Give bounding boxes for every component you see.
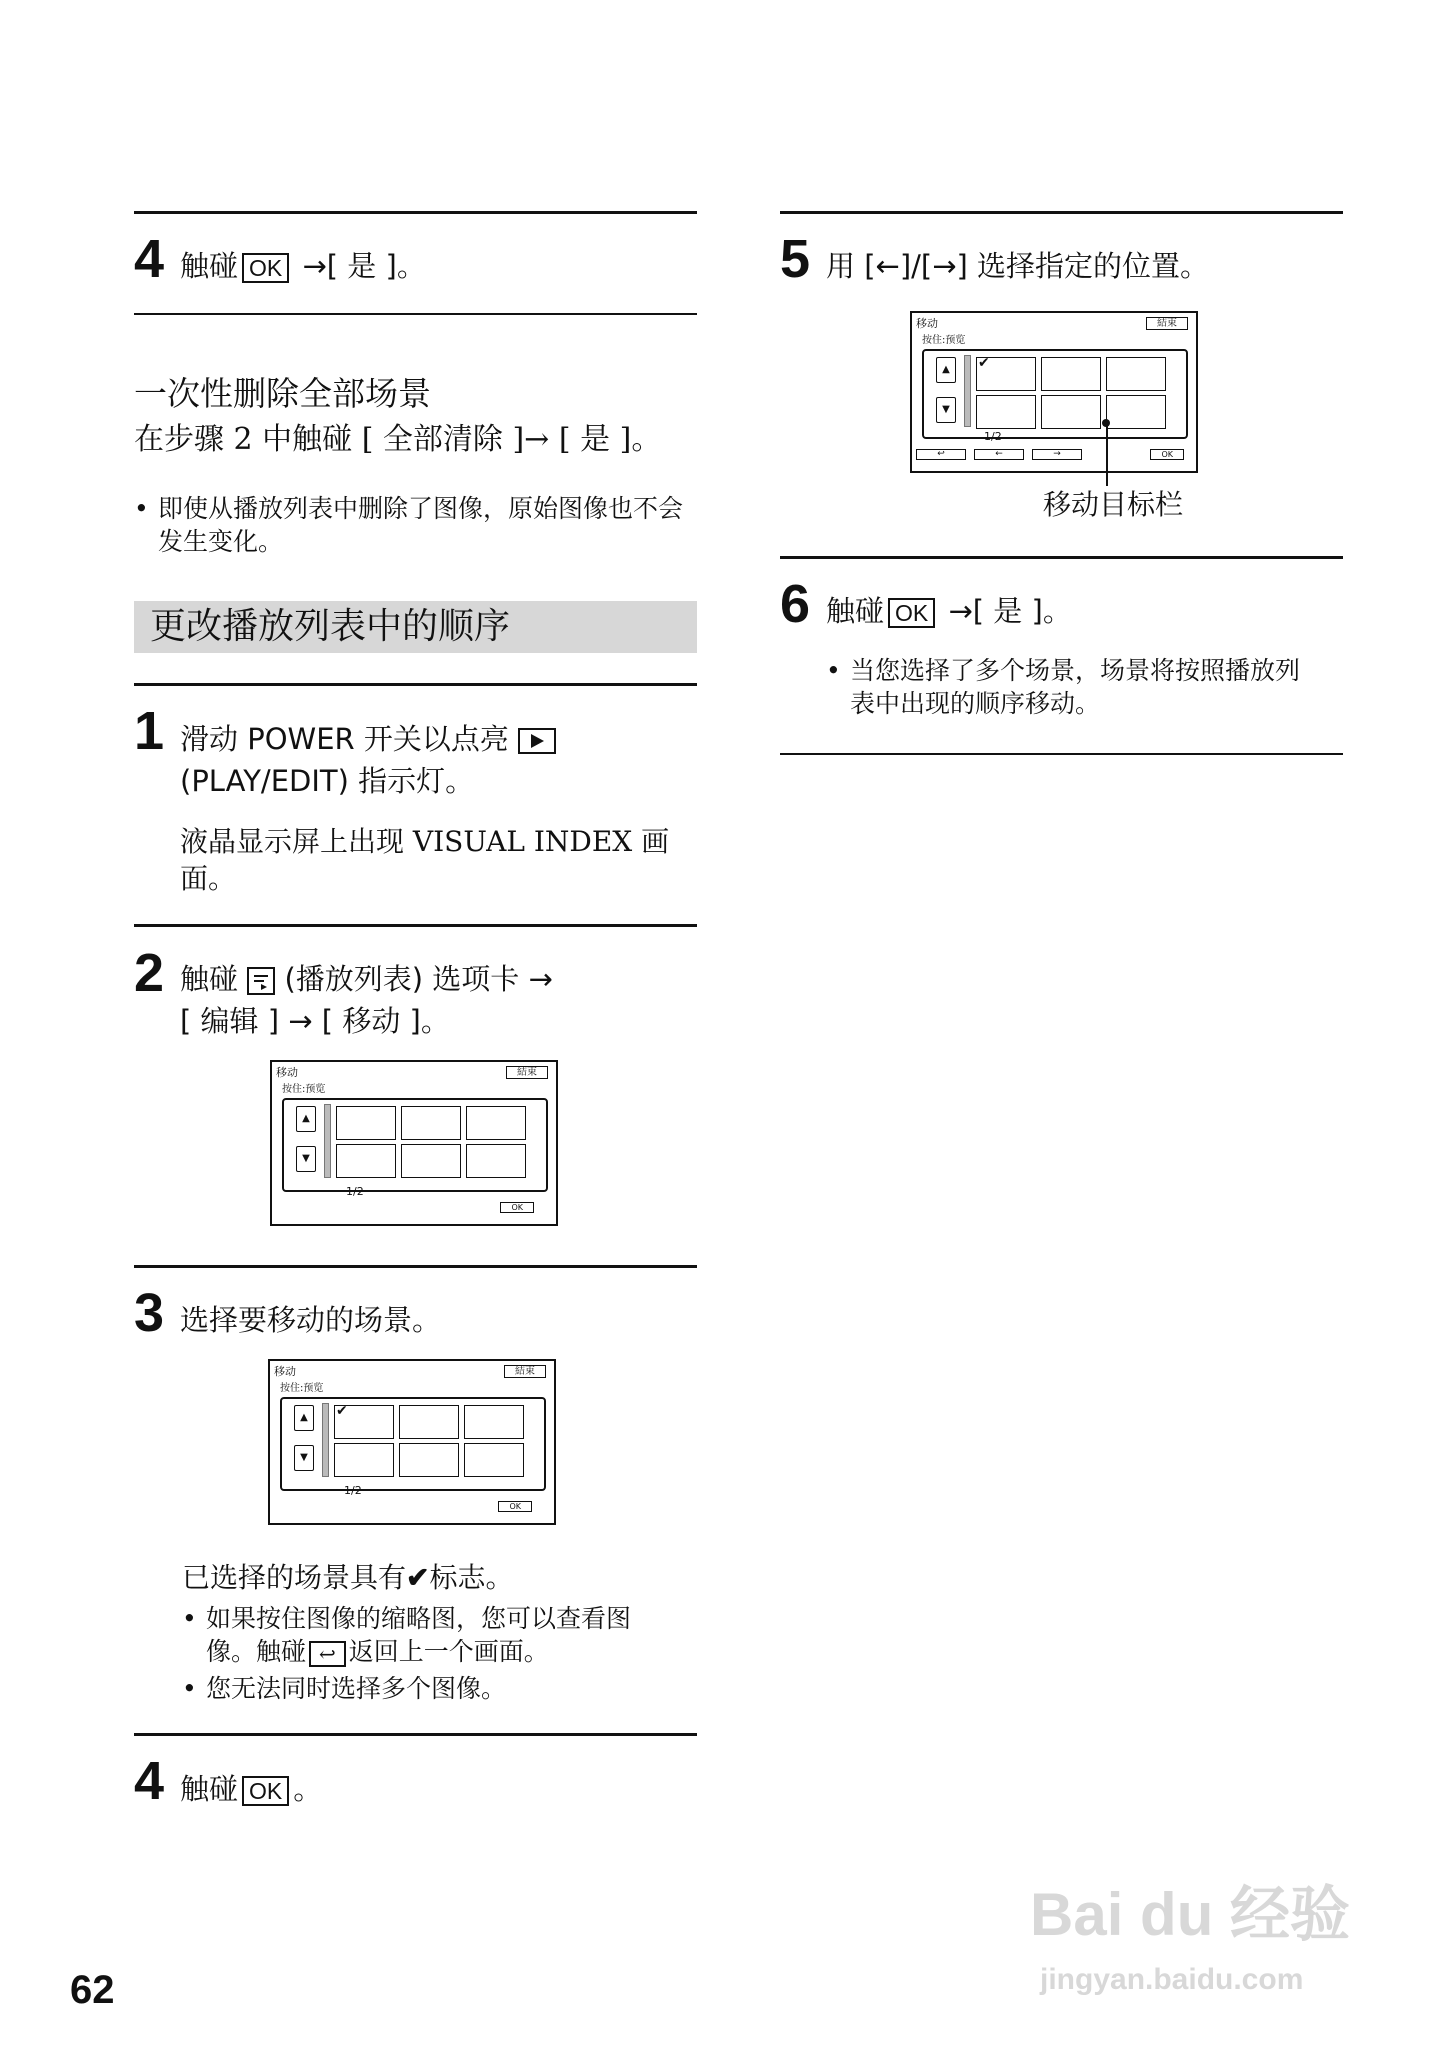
ok-key-icon: OK bbox=[242, 1776, 289, 1806]
scroll-up-button[interactable]: ▲ bbox=[296, 1106, 316, 1132]
rule bbox=[134, 924, 697, 927]
text-part: 返回上一个画面。 bbox=[348, 1637, 549, 1666]
note-text: 您无法同时选择多个图像。 bbox=[206, 1674, 507, 1703]
step-5-text: 用 [←]/[→] 选择指定的位置。 bbox=[826, 249, 1210, 283]
thumbnail-cell[interactable] bbox=[334, 1443, 394, 1477]
step-text-part: (播放列表) 选项卡 → bbox=[284, 962, 553, 996]
page-number: 62 bbox=[70, 1968, 115, 2012]
callout-dot bbox=[1102, 419, 1110, 427]
ok-key-icon: OK bbox=[888, 598, 935, 628]
screen-hint: 按住:预览 bbox=[282, 1084, 326, 1095]
thumbnail-cell[interactable] bbox=[401, 1144, 461, 1178]
thumbnail-cell[interactable] bbox=[1041, 395, 1101, 429]
step-number: 6 bbox=[780, 574, 811, 634]
step-2-line1 bbox=[180, 958, 553, 1000]
step-1-body: 面。 bbox=[180, 862, 237, 895]
check-icon: ✔ bbox=[978, 355, 990, 371]
note-delete bbox=[134, 492, 704, 558]
lcd-screen-move bbox=[270, 1060, 558, 1226]
callout-line bbox=[1106, 422, 1108, 486]
thumbnail-panel bbox=[280, 1397, 546, 1491]
baidu-watermark-logo: Bai du 经验 bbox=[1030, 1881, 1351, 1948]
thumbnail-cell[interactable] bbox=[399, 1443, 459, 1477]
bullet: • bbox=[826, 656, 841, 685]
note-text: 当您选择了多个场景，场景将按照播放列 bbox=[850, 656, 1301, 685]
thumbnail-cell[interactable] bbox=[464, 1443, 524, 1477]
ok-button[interactable]: OK bbox=[498, 1501, 532, 1512]
baidu-watermark-url: jingyan.baidu.com bbox=[1040, 1963, 1304, 1996]
thumbnail-panel bbox=[282, 1098, 548, 1192]
thumbnail-panel bbox=[922, 349, 1188, 439]
note-single bbox=[182, 1672, 712, 1705]
note-text bbox=[206, 1635, 712, 1668]
step-1-body: 液晶显示屏上出现 VISUAL INDEX 画 bbox=[180, 825, 670, 858]
delete-all-text: 在步骤 2 中触碰 [ 全部清除 ]→ [ 是 ]。 bbox=[134, 422, 662, 457]
heading-delete-all: 一次性删除全部场景 bbox=[134, 374, 431, 413]
note-hold bbox=[182, 1602, 712, 1668]
section-title: 更改播放列表中的顺序 bbox=[134, 601, 697, 653]
step-number: 2 bbox=[134, 943, 165, 1003]
rule bbox=[134, 211, 697, 214]
thumbnail-cell[interactable] bbox=[336, 1106, 396, 1140]
thumbnail-cell-selected[interactable] bbox=[976, 357, 1036, 391]
ok-button[interactable]: OK bbox=[1150, 449, 1184, 460]
step-number: 1 bbox=[134, 701, 165, 761]
thumbnail-cell[interactable] bbox=[336, 1144, 396, 1178]
screen-hint: 按住:预览 bbox=[280, 1383, 324, 1394]
scrollbar[interactable] bbox=[322, 1403, 329, 1477]
note-text: 如果按住图像的缩略图，您可以查看图 bbox=[206, 1604, 632, 1633]
thumbnail-cell[interactable] bbox=[466, 1106, 526, 1140]
step-text-part: →[ 是 ]。 bbox=[302, 249, 426, 283]
bullet: • bbox=[182, 1674, 197, 1703]
return-icon: ↩ bbox=[309, 1641, 346, 1667]
thumbnail-cell[interactable] bbox=[399, 1405, 459, 1439]
end-button[interactable]: 結束 bbox=[506, 1066, 548, 1079]
step-text-part: 触碰 bbox=[826, 594, 885, 628]
rule bbox=[780, 556, 1343, 559]
step-number: 4 bbox=[134, 229, 165, 289]
step-number: 5 bbox=[780, 229, 811, 289]
play-edit-icon bbox=[518, 728, 556, 754]
step-4a-text bbox=[180, 245, 426, 287]
ok-button[interactable]: OK bbox=[500, 1202, 534, 1213]
step-text-part: →[ 是 ]。 bbox=[948, 594, 1072, 628]
step-4b-text bbox=[180, 1768, 322, 1810]
rule bbox=[780, 753, 1343, 755]
step-text-part: 滑动 POWER 开关以点亮 bbox=[180, 722, 509, 756]
lcd-screen-target bbox=[910, 311, 1198, 473]
text-part: 像。触碰 bbox=[206, 1637, 307, 1666]
step-number: 3 bbox=[134, 1283, 165, 1343]
page-indicator: 1/2 bbox=[344, 1484, 362, 1497]
step-text-part: 触碰 bbox=[180, 249, 239, 283]
scroll-down-button[interactable]: ▼ bbox=[294, 1445, 314, 1471]
rule bbox=[780, 211, 1343, 214]
move-right-button[interactable]: → bbox=[1032, 449, 1082, 460]
step-2-line2: [ 编辑 ] → [ 移动 ]。 bbox=[180, 1004, 450, 1038]
check-icon: ✔ bbox=[406, 1561, 430, 1594]
bullet: • bbox=[134, 494, 149, 523]
bullet: • bbox=[182, 1604, 197, 1633]
selected-mark-text bbox=[182, 1560, 514, 1596]
step-text-part: 。 bbox=[293, 1772, 323, 1806]
page-indicator: 1/2 bbox=[984, 430, 1002, 443]
thumbnail-cell[interactable] bbox=[1106, 395, 1166, 429]
screen-title: 移动 bbox=[276, 1066, 298, 1079]
page-indicator: 1/2 bbox=[346, 1185, 364, 1198]
note-text: 即使从播放列表中删除了图像，原始图像也不会发生变化。 bbox=[158, 494, 684, 556]
thumbnail-cell[interactable] bbox=[1106, 357, 1166, 391]
rule bbox=[134, 1265, 697, 1268]
text-part: 已选择的场景具有 bbox=[182, 1561, 407, 1594]
scroll-down-button[interactable]: ▼ bbox=[296, 1146, 316, 1172]
step-number: 4 bbox=[134, 1751, 165, 1811]
end-button[interactable]: 結束 bbox=[1146, 317, 1188, 330]
rule bbox=[134, 1733, 697, 1736]
step-6-text bbox=[826, 590, 1072, 632]
move-left-button[interactable]: ← bbox=[974, 449, 1024, 460]
note-multi bbox=[826, 654, 1356, 720]
rule bbox=[134, 683, 697, 686]
thumbnail-cell-selected[interactable] bbox=[334, 1405, 394, 1439]
thumbnail-cell[interactable] bbox=[1041, 357, 1101, 391]
screen-title: 移动 bbox=[274, 1365, 296, 1378]
thumbnail-cell[interactable] bbox=[976, 395, 1036, 429]
step-1-line2: (PLAY/EDIT) 指示灯。 bbox=[180, 764, 475, 798]
callout-label: 移动目标栏 bbox=[1043, 488, 1184, 521]
screen-title: 移动 bbox=[916, 317, 938, 330]
thumbnail-cell[interactable] bbox=[464, 1405, 524, 1439]
back-button[interactable]: ↩ bbox=[916, 449, 966, 460]
playlist-tab-icon bbox=[247, 967, 275, 995]
step-1-line1 bbox=[180, 718, 556, 760]
step-text-part: 触碰 bbox=[180, 1772, 239, 1806]
scroll-up-button[interactable]: ▲ bbox=[936, 357, 956, 383]
ok-key-icon: OK bbox=[242, 253, 289, 283]
thumbnail-cell[interactable] bbox=[401, 1106, 461, 1140]
step-3-text: 选择要移动的场景。 bbox=[180, 1303, 442, 1337]
scroll-up-button[interactable]: ▲ bbox=[294, 1405, 314, 1431]
thumbnail-cell[interactable] bbox=[466, 1144, 526, 1178]
text-part: 标志。 bbox=[429, 1561, 514, 1594]
note-text: 表中出现的顺序移动。 bbox=[850, 689, 1101, 718]
end-button[interactable]: 結束 bbox=[504, 1365, 546, 1378]
scroll-down-button[interactable]: ▼ bbox=[936, 397, 956, 423]
check-icon: ✔ bbox=[336, 1403, 348, 1419]
scrollbar[interactable] bbox=[964, 355, 971, 427]
rule bbox=[134, 313, 697, 315]
lcd-screen-select bbox=[268, 1359, 556, 1525]
step-text-part: 触碰 bbox=[180, 962, 239, 996]
scrollbar[interactable] bbox=[324, 1104, 331, 1178]
screen-hint: 按住:预览 bbox=[922, 335, 966, 346]
